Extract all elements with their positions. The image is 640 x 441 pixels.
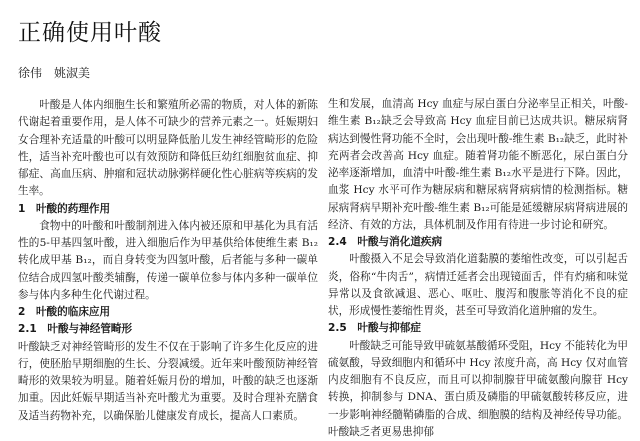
section-heading-pharmacology: 1 叶酸的药理作用 — [18, 201, 318, 218]
right-column — [328, 96, 628, 441]
neural-tube-paragraph: 叶酸缺乏对神经管畸形的发生不仅在于影响了许多生化反应的进行，使胚胎早期细胞的生长、分裂减缓。近年来叶酸预防神经管畸形的效果较为明显。随着妊娠月份的增加，叶酸的缺乏也逐渐加重。因此妊娠早期适当补充叶酸尤为重要。及时合理补充膳食及适当药物补充，以确保胎儿健康发育成长，提高人口素质。 — [18, 339, 318, 425]
subsection-heading-depression: 2.5 叶酸与抑郁症 — [328, 320, 628, 337]
article-authors: 徐伟 姚淑美 — [18, 64, 90, 81]
article-title: 正确使用叶酸 — [18, 14, 162, 47]
digestive-paragraph: 叶酸摄入不足会导致消化道黏膜的萎缩性改变，可以引起舌炎，俗称“牛肉舌”，病情迁延者会出现镜面舌，伴有灼痛和味觉异常以及食欲减退、恶心、呕吐、腹泻和腹胀等消化不良的症状，形成慢性萎缩性胃炎，甚至可导致消化道肿瘤的发生。 — [328, 251, 628, 320]
depression-paragraph: 叶酸缺乏可能导致甲硫氨基酸循环受阻，Hcy 不能转化为甲硫氨酸，导致细胞内和循环中 Hcy 浓度升高，高 Hcy 仅对血管内皮细胞有不良反应，而且可以抑制腺苷甲硫氨酸向腺苷 Hcy 转换，抑制参与 DNA、蛋白质及磷脂的甲硫氨酸转移反应，进一步影响神经髓鞘磷脂的合成、细胞膜的结构及神经传导功能。叶酸缺乏者更易患抑郁 — [328, 338, 628, 441]
section-heading-clinical: 2 叶酸的临床应用 — [18, 304, 318, 321]
diabetic-nephropathy-paragraph: 生和发展，血清高 Hcy 血症与尿白蛋白分泌率呈正相关，叶酸-维生素 B₁₂缺乏会导致高 Hcy 血症目前已达成共识。糖尿病肾病达到慢性肾功能不全时，会出现叶酸-维生素 B₁₂缺乏，此时补充两者会改善高 Hcy 血症。随着肾功能不断恶化，尿白蛋白分泌率逐渐增加，血清中叶酸-维生素 B₁₂水平是进行下降。因此，血浆 Hcy 水平可作为糖尿病和糖尿病肾病病情的检测指标。糖尿病肾病早期补充叶酸-维生素 B₁₂可能是延缓糖尿病肾病进展的经济、有效的方法，具体机制及作用有待进一步讨论和研究。 — [328, 96, 628, 234]
subsection-heading-neural-tube: 2.1 叶酸与神经管畸形 — [18, 321, 318, 338]
pharmacology-paragraph: 食物中的叶酸和叶酸制剂进入体内被还原和甲基化为具有活性的5-甲基四氢叶酸，进入细胞后作为甲基供给体使维生素 B₁₂转化成甲基 B₁₂，而自身转变为四氢叶酸，后者能与多种一碳单位结合成四氢叶酸类辅酶，传递一碳单位参与体内多种一碳单位参与体内多种生化代谢过程。 — [18, 218, 318, 304]
subsection-heading-digestive: 2.4 叶酸与消化道疾病 — [328, 234, 628, 251]
intro-paragraph: 叶酸是人体内细胞生长和繁殖所必需的物质，对人体的新陈代谢起着重要作用，是人体不可缺少的营养元素之一。妊娠期妇女合理补充适量的叶酸可以明显降低胎儿发生神经管畸形的危险性，适当补充叶酸也可以有效预防和降低巨幼红细胞贫血症、抑郁症、高血压病、肿瘤和冠状动脉粥样硬化性心脏病等疾病的发生率。 — [18, 97, 318, 201]
left-column — [18, 97, 318, 425]
